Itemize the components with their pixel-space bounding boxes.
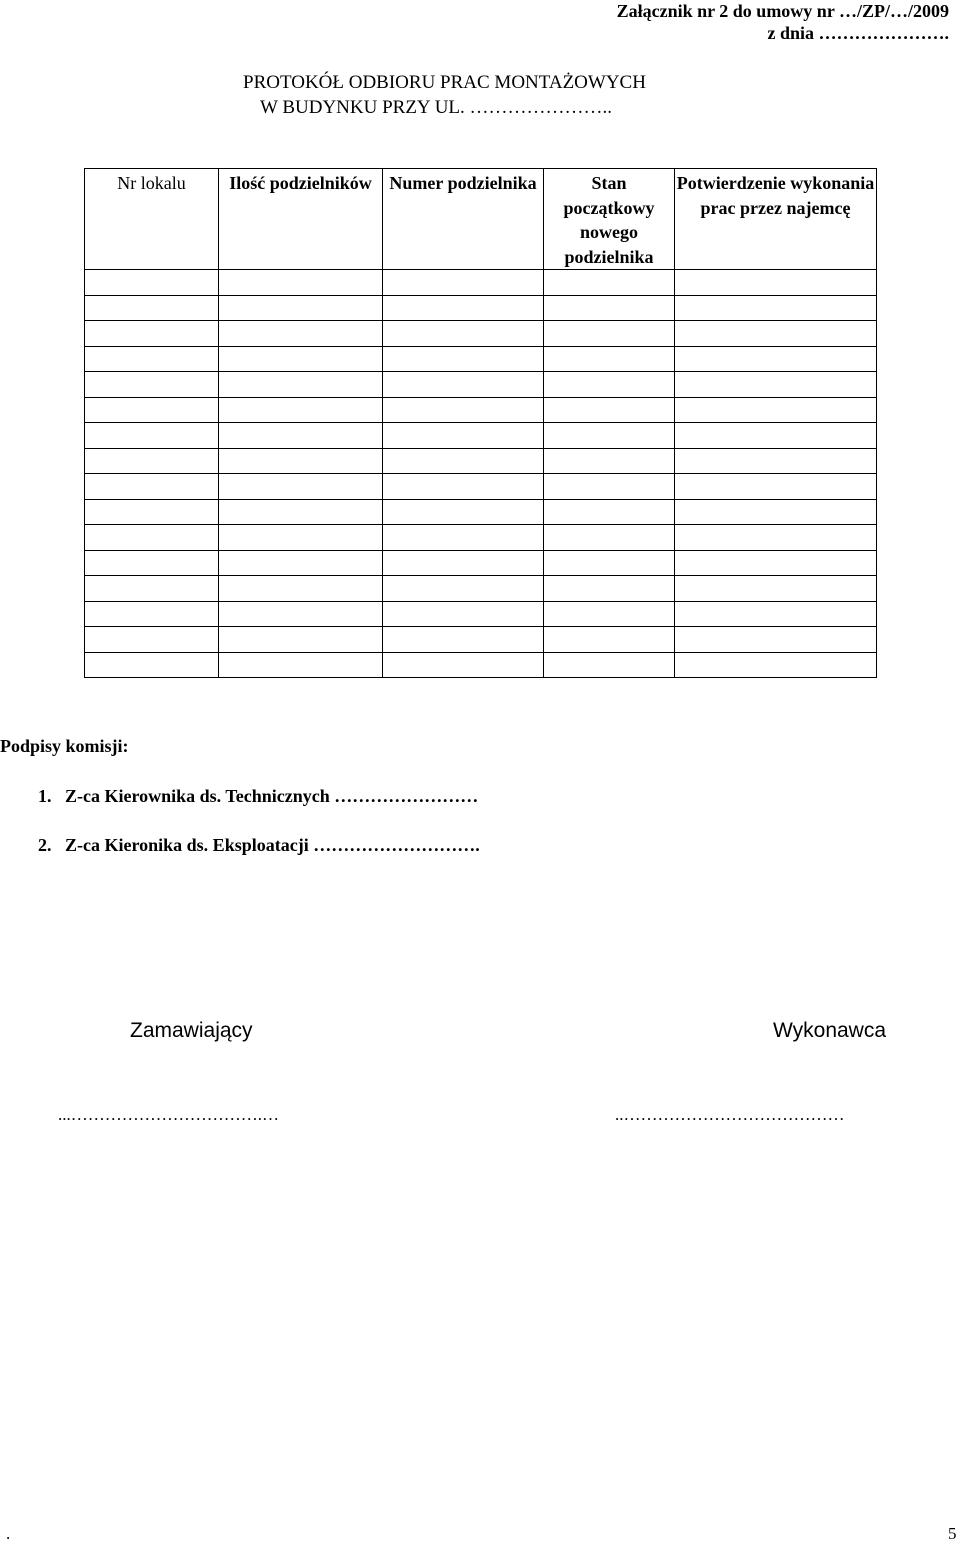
document-title-line2: W BUDYNKU PRZY UL. ………………….. xyxy=(260,97,613,118)
table-cell[interactable] xyxy=(383,601,544,627)
table-cell[interactable] xyxy=(675,321,877,347)
table-cell[interactable] xyxy=(544,448,675,474)
table-cell[interactable] xyxy=(85,627,219,653)
party-contractor: Wykonawca xyxy=(773,1019,887,1042)
table-cell[interactable] xyxy=(219,321,383,347)
table-cell[interactable] xyxy=(544,270,675,296)
attachment-note: Załącznik nr 2 do umowy nr …/ZP/…/2009 xyxy=(616,1,949,21)
table-cell[interactable] xyxy=(85,601,219,627)
table-row xyxy=(85,652,877,678)
table-cell[interactable] xyxy=(544,372,675,398)
table-cell[interactable] xyxy=(383,346,544,372)
table-cell[interactable] xyxy=(675,525,877,551)
table-cell[interactable] xyxy=(544,627,675,653)
table-row xyxy=(85,525,877,551)
signature-item-operations: 2. Z-ca Kieronika ds. Eksploatacji ………………………. xyxy=(38,835,480,855)
table-cell[interactable] xyxy=(383,372,544,398)
table-cell[interactable] xyxy=(85,652,219,678)
table-cell[interactable] xyxy=(544,321,675,347)
table-cell[interactable] xyxy=(219,550,383,576)
table-cell[interactable] xyxy=(675,448,877,474)
installation-table xyxy=(84,168,877,678)
table-cell[interactable] xyxy=(675,397,877,423)
table-cell[interactable] xyxy=(675,346,877,372)
table-cell[interactable] xyxy=(544,346,675,372)
table-cell[interactable] xyxy=(544,550,675,576)
table-cell[interactable] xyxy=(85,346,219,372)
table-cell[interactable] xyxy=(383,576,544,602)
table-cell[interactable] xyxy=(544,397,675,423)
table-cell[interactable] xyxy=(675,576,877,602)
table-cell[interactable] xyxy=(85,423,219,449)
table-cell[interactable] xyxy=(675,550,877,576)
table-cell[interactable] xyxy=(219,295,383,321)
table-cell[interactable] xyxy=(85,397,219,423)
table-cell[interactable] xyxy=(219,372,383,398)
table-cell[interactable] xyxy=(544,474,675,500)
table-cell[interactable] xyxy=(383,448,544,474)
col-header-apartment-no: Nr lokalu xyxy=(85,169,219,270)
table-row xyxy=(85,499,877,525)
table-row xyxy=(85,372,877,398)
table-cell[interactable] xyxy=(544,652,675,678)
page-number: 5 xyxy=(948,1524,957,1543)
table-cell[interactable] xyxy=(383,295,544,321)
table-cell[interactable] xyxy=(219,423,383,449)
signature-item-technical: 1. Z-ca Kierownika ds. Technicznych …………………… xyxy=(38,786,479,806)
table-row xyxy=(85,550,877,576)
table-cell[interactable] xyxy=(675,295,877,321)
table-cell[interactable] xyxy=(219,601,383,627)
col-header-divider-count: Ilość podzielników xyxy=(219,169,383,270)
table-cell[interactable] xyxy=(675,627,877,653)
table-row xyxy=(85,576,877,602)
table-cell[interactable] xyxy=(675,270,877,296)
table-cell[interactable] xyxy=(85,372,219,398)
party-ordering: Zamawiający xyxy=(130,1019,253,1042)
document-title-line1: PROTOKÓŁ ODBIORU PRAC MONTAŻOWYCH xyxy=(243,72,646,93)
table-cell[interactable] xyxy=(383,627,544,653)
table-cell[interactable] xyxy=(383,550,544,576)
contractor-signature-line: ..………………………………… xyxy=(615,1105,845,1124)
table-cell[interactable] xyxy=(85,525,219,551)
table-cell[interactable] xyxy=(383,525,544,551)
table-cell[interactable] xyxy=(544,525,675,551)
table-cell[interactable] xyxy=(675,423,877,449)
table-cell[interactable] xyxy=(219,525,383,551)
attachment-date: z dnia …………………. xyxy=(767,23,949,43)
table-cell[interactable] xyxy=(544,295,675,321)
table-cell[interactable] xyxy=(219,627,383,653)
table-row xyxy=(85,397,877,423)
table-cell[interactable] xyxy=(383,652,544,678)
col-header-tenant-confirmation: Potwierdzenie wykonania prac przez najemcę xyxy=(675,169,877,270)
table-cell[interactable] xyxy=(383,423,544,449)
footer-mark: . xyxy=(6,1524,11,1543)
table-cell[interactable] xyxy=(219,397,383,423)
signatures-heading: Podpisy komisji: xyxy=(0,736,129,756)
table-cell[interactable] xyxy=(219,346,383,372)
table-cell[interactable] xyxy=(219,499,383,525)
table-cell[interactable] xyxy=(85,550,219,576)
table-cell[interactable] xyxy=(85,270,219,296)
table-row xyxy=(85,270,877,296)
table-cell[interactable] xyxy=(383,499,544,525)
table-cell[interactable] xyxy=(383,474,544,500)
table-row xyxy=(85,346,877,372)
table-cell[interactable] xyxy=(544,576,675,602)
table-row xyxy=(85,423,877,449)
table-cell[interactable] xyxy=(544,423,675,449)
table-row xyxy=(85,627,877,653)
table-cell[interactable] xyxy=(383,270,544,296)
table-header-row xyxy=(85,169,877,270)
ordering-signature-line: ...…………………………….… xyxy=(58,1105,279,1124)
table-cell[interactable] xyxy=(544,499,675,525)
table-cell[interactable] xyxy=(675,652,877,678)
table-cell[interactable] xyxy=(219,474,383,500)
table-cell[interactable] xyxy=(219,448,383,474)
table-row xyxy=(85,448,877,474)
table-cell[interactable] xyxy=(675,601,877,627)
table-cell[interactable] xyxy=(383,321,544,347)
table-cell[interactable] xyxy=(383,397,544,423)
table-cell[interactable] xyxy=(675,474,877,500)
table-cell[interactable] xyxy=(85,499,219,525)
table-cell[interactable] xyxy=(219,652,383,678)
table-row xyxy=(85,295,877,321)
table-cell[interactable] xyxy=(85,321,219,347)
table-cell[interactable] xyxy=(85,576,219,602)
table-cell[interactable] xyxy=(675,499,877,525)
table-cell[interactable] xyxy=(85,295,219,321)
col-header-initial-reading: Stan początkowy nowego podzielnika xyxy=(544,169,675,270)
table-row xyxy=(85,321,877,347)
table-row xyxy=(85,474,877,500)
table-cell[interactable] xyxy=(544,601,675,627)
table-cell[interactable] xyxy=(675,372,877,398)
col-header-divider-number: Numer podzielnika xyxy=(383,169,544,270)
table-row xyxy=(85,601,877,627)
table-cell[interactable] xyxy=(219,270,383,296)
table-cell[interactable] xyxy=(85,474,219,500)
table-cell[interactable] xyxy=(85,448,219,474)
table-cell[interactable] xyxy=(219,576,383,602)
